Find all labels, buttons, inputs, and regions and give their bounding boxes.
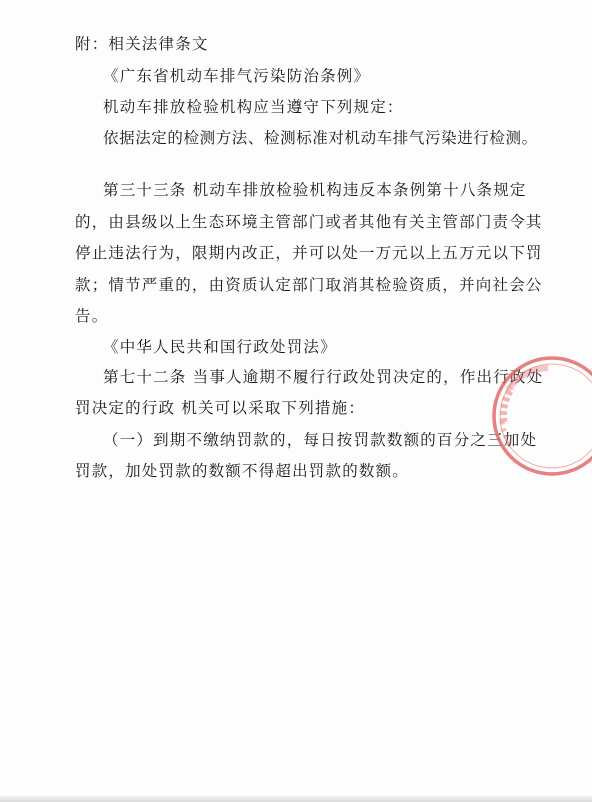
- article-72-line: 罚款，加处罚款的数额不得超出罚款的数额。: [75, 462, 410, 480]
- text-line: 机动车排放检验机构应当遵守下列规定：: [103, 98, 404, 116]
- article-72-line: 罚决定的行政 机关可以采取下列措施：: [75, 399, 366, 417]
- seal-rings: [494, 358, 592, 474]
- page-bottom-edge: [0, 796, 592, 802]
- article-33-line: 停止违法行为，限期内改正，并可以处一万元以上五万元以下罚: [75, 244, 543, 262]
- law-title-administrative-penalty: 《中华人民共和国行政处罚法》: [103, 338, 337, 356]
- article-33-line: 告。: [75, 307, 109, 325]
- text-line: 依据法定的检测方法、检测标准对机动车排气污染进行检测。: [103, 129, 538, 147]
- official-seal-stamp: [488, 352, 592, 480]
- article-33-line: 第三十三条 机动车排放检验机构违反本条例第十八条规定: [103, 181, 527, 199]
- article-33-line: 的，由县级以上生态环境主管部门或者其他有关主管部门责令其: [75, 213, 543, 231]
- article-72-line: 第七十二条 当事人逾期不履行行政处罚决定的，作出行政处: [103, 368, 544, 386]
- article-33-line: 款；情节严重的，由资质认定部门取消其检验资质，并向社会公: [75, 276, 543, 294]
- appendix-heading: 附：相关法律条文: [75, 35, 209, 53]
- article-72-line: （一）到期不缴纳罚款的，每日按罚款数额的百分之三加处: [103, 431, 538, 449]
- regulation-title-guangdong: 《广东省机动车排气污染防治条例》: [103, 67, 371, 85]
